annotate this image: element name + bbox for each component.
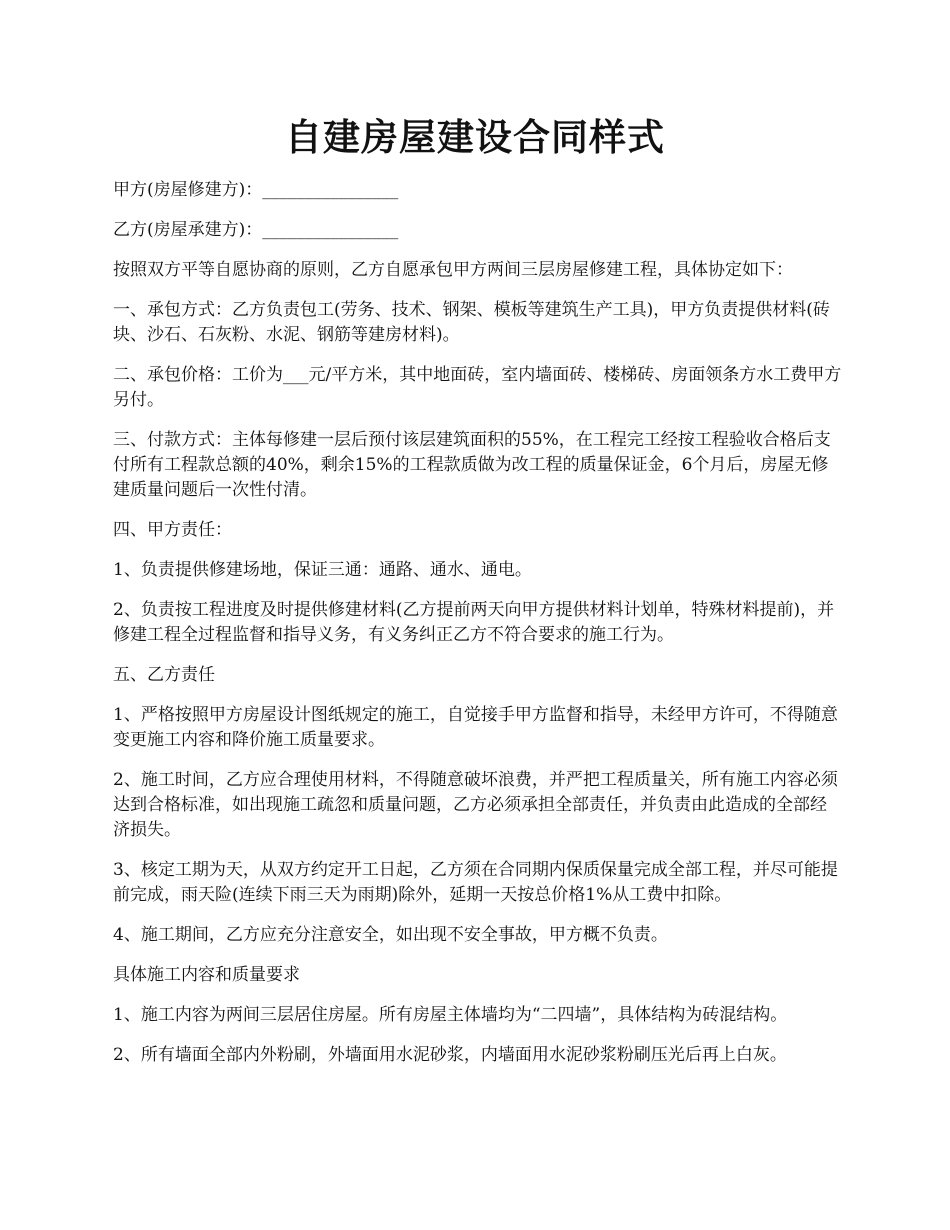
preamble-paragraph: 按照双方平等自愿协商的原则，乙方自愿承包甲方两间三层房屋修建工程，具体协定如下： [113, 260, 793, 280]
party-b-item-2: 2、施工时间，乙方应合理使用材料，不得随意破坏浪费，并严把工程质量关，所有施工内容必须达到合格标准，如出现施工疏忽和质量问题，乙方必须承担全部责任，并负责由此造成的全部经济损失。 [113, 770, 838, 840]
party-b-item-1: 1、严格按照甲方房屋设计图纸规定的施工，自觉接手甲方监督和指导，未经甲方许可，不得随意变更施工内容和降价施工质量要求。 [113, 705, 838, 750]
document-body [113, 178, 843, 1083]
section-heading-party-a: 四、甲方责任： [113, 520, 232, 540]
party-a-item-2: 2、负责按工程进度及时提供修建材料(乙方提前两天向甲方提供材料计划单，特殊材料提前)，并修建工程全过程监督和指导义务，有义务纠正乙方不符合要求的施工行为。 [113, 600, 835, 645]
construction-item-2: 2、所有墙面全部内外粉刷，外墙面用水泥砂浆，内墙面用水泥砂浆粉刷压光后再上白灰。 [113, 1045, 787, 1065]
party-b-line: 乙方(房屋承建方)：________________ [113, 220, 399, 240]
party-b-item-4: 4、施工期间，乙方应充分注意安全，如出现不安全事故，甲方概不负责。 [113, 925, 668, 945]
party-b-item-3: 3、核定工期为天，从双方约定开工日起，乙方须在合同期内保质保量完成全部工程，并尽可能提前完成，雨天险(连续下雨三天为雨期)除外，延期一天按总价格1%从工费中扣除。 [113, 860, 838, 905]
section-heading-party-b: 五、乙方责任 [113, 665, 215, 685]
section-heading-construction: 具体施工内容和质量要求 [113, 965, 300, 985]
clause-contract-price: 二、承包价格：工价为___元/平方米，其中地面砖，室内墙面砖、楼梯砖、房面领条方水工费甲方另付。 [113, 365, 842, 410]
party-a-line: 甲方(房屋修建方)：________________ [113, 180, 399, 200]
clause-payment-method: 三、付款方式：主体每修建一层后预付该层建筑面积的55%，在工程完工经按工程验收合格后支付所有工程款总额的40%，剩余15%的工程款质做为改工程的质量保证金，6个月后，房屋无修建质量问题后一次性付清。 [113, 430, 831, 500]
construction-item-1: 1、施工内容为两间三层居住房屋。所有房屋主体墙均为“二四墙”，具体结构为砖混结构。 [113, 1005, 788, 1025]
clause-contract-method: 一、承包方式：乙方负责包工(劳务、技术、钢架、模板等建筑生产工具)，甲方负责提供材料(砖块、沙石、石灰粉、水泥、钢筋等建房材料)。 [113, 300, 830, 345]
document-title: 自建房屋建设合同样式 [285, 115, 665, 159]
party-a-item-1: 1、负责提供修建场地，保证三通：通路、通水、通电。 [113, 560, 532, 580]
